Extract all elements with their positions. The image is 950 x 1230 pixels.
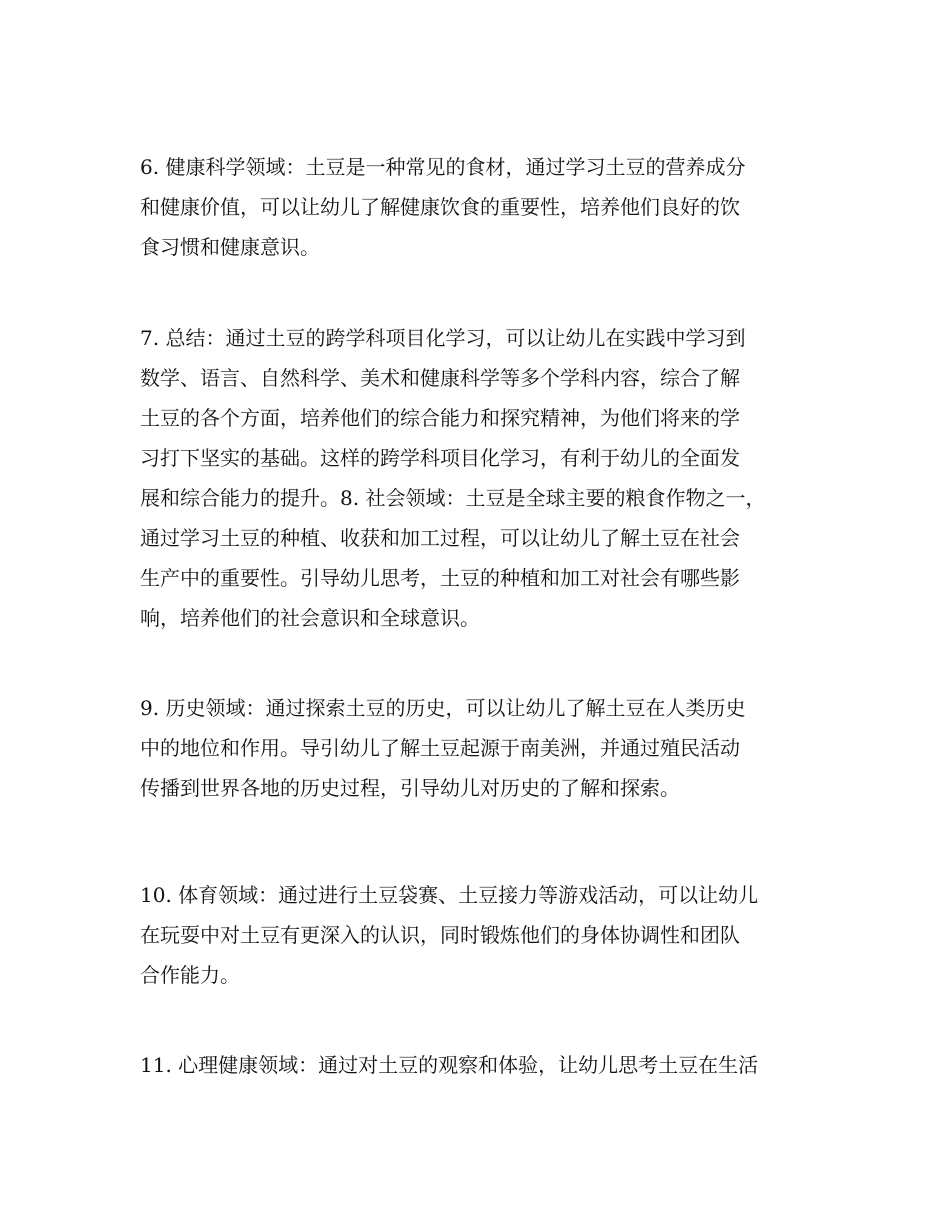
text-line: 6. 健康科学领域：土豆是一种常见的食材，通过学习土豆的营养成分 bbox=[140, 155, 746, 179]
text-line: 11. 心理健康领域：通过对土豆的观察和体验，让幼儿思考土豆在生活 bbox=[140, 1053, 759, 1077]
text-line: 食习惯和健康意识。 bbox=[140, 235, 320, 259]
paragraph-sports bbox=[140, 875, 840, 995]
text-line: 7. 总结：通过土豆的跨学科项目化学习，可以让幼儿在实践中学习到 bbox=[140, 326, 746, 350]
text-line: 展和综合能力的提升。8. 社会领域：土豆是全球主要的粮食作物之一， bbox=[140, 486, 766, 510]
paragraph-mental-health bbox=[140, 1045, 840, 1085]
text-line: 10. 体育领域：通过进行土豆袋赛、土豆接力等游戏活动，可以让幼儿 bbox=[140, 883, 759, 907]
text-line: 响，培养他们的社会意识和全球意识。 bbox=[140, 606, 480, 630]
paragraph-summary-social bbox=[140, 318, 840, 638]
paragraph-health-science bbox=[140, 147, 840, 267]
text-line: 9. 历史领域：通过探索土豆的历史，可以让幼儿了解土豆在人类历史 bbox=[140, 696, 746, 720]
text-line: 和健康价值，可以让幼儿了解健康饮食的重要性，培养他们良好的饮 bbox=[140, 195, 740, 219]
text-line: 在玩耍中对土豆有更深入的认识，同时锻炼他们的身体协调性和团队 bbox=[140, 923, 740, 947]
text-line: 通过学习土豆的种植、收获和加工过程，可以让幼儿了解土豆在社会 bbox=[140, 526, 740, 550]
text-line: 数学、语言、自然科学、美术和健康科学等多个学科内容，综合了解 bbox=[140, 366, 740, 390]
text-line: 土豆的各个方面，培养他们的综合能力和探究精神，为他们将来的学 bbox=[140, 406, 740, 430]
text-line: 合作能力。 bbox=[140, 963, 240, 987]
paragraph-history bbox=[140, 688, 840, 808]
text-line: 生产中的重要性。引导幼儿思考，土豆的种植和加工对社会有哪些影 bbox=[140, 566, 740, 590]
text-line: 中的地位和作用。导引幼儿了解土豆起源于南美洲，并通过殖民活动 bbox=[140, 736, 740, 760]
text-line: 传播到世界各地的历史过程，引导幼儿对历史的了解和探索。 bbox=[140, 776, 680, 800]
text-line: 习打下坚实的基础。这样的跨学科项目化学习，有利于幼儿的全面发 bbox=[140, 446, 740, 470]
